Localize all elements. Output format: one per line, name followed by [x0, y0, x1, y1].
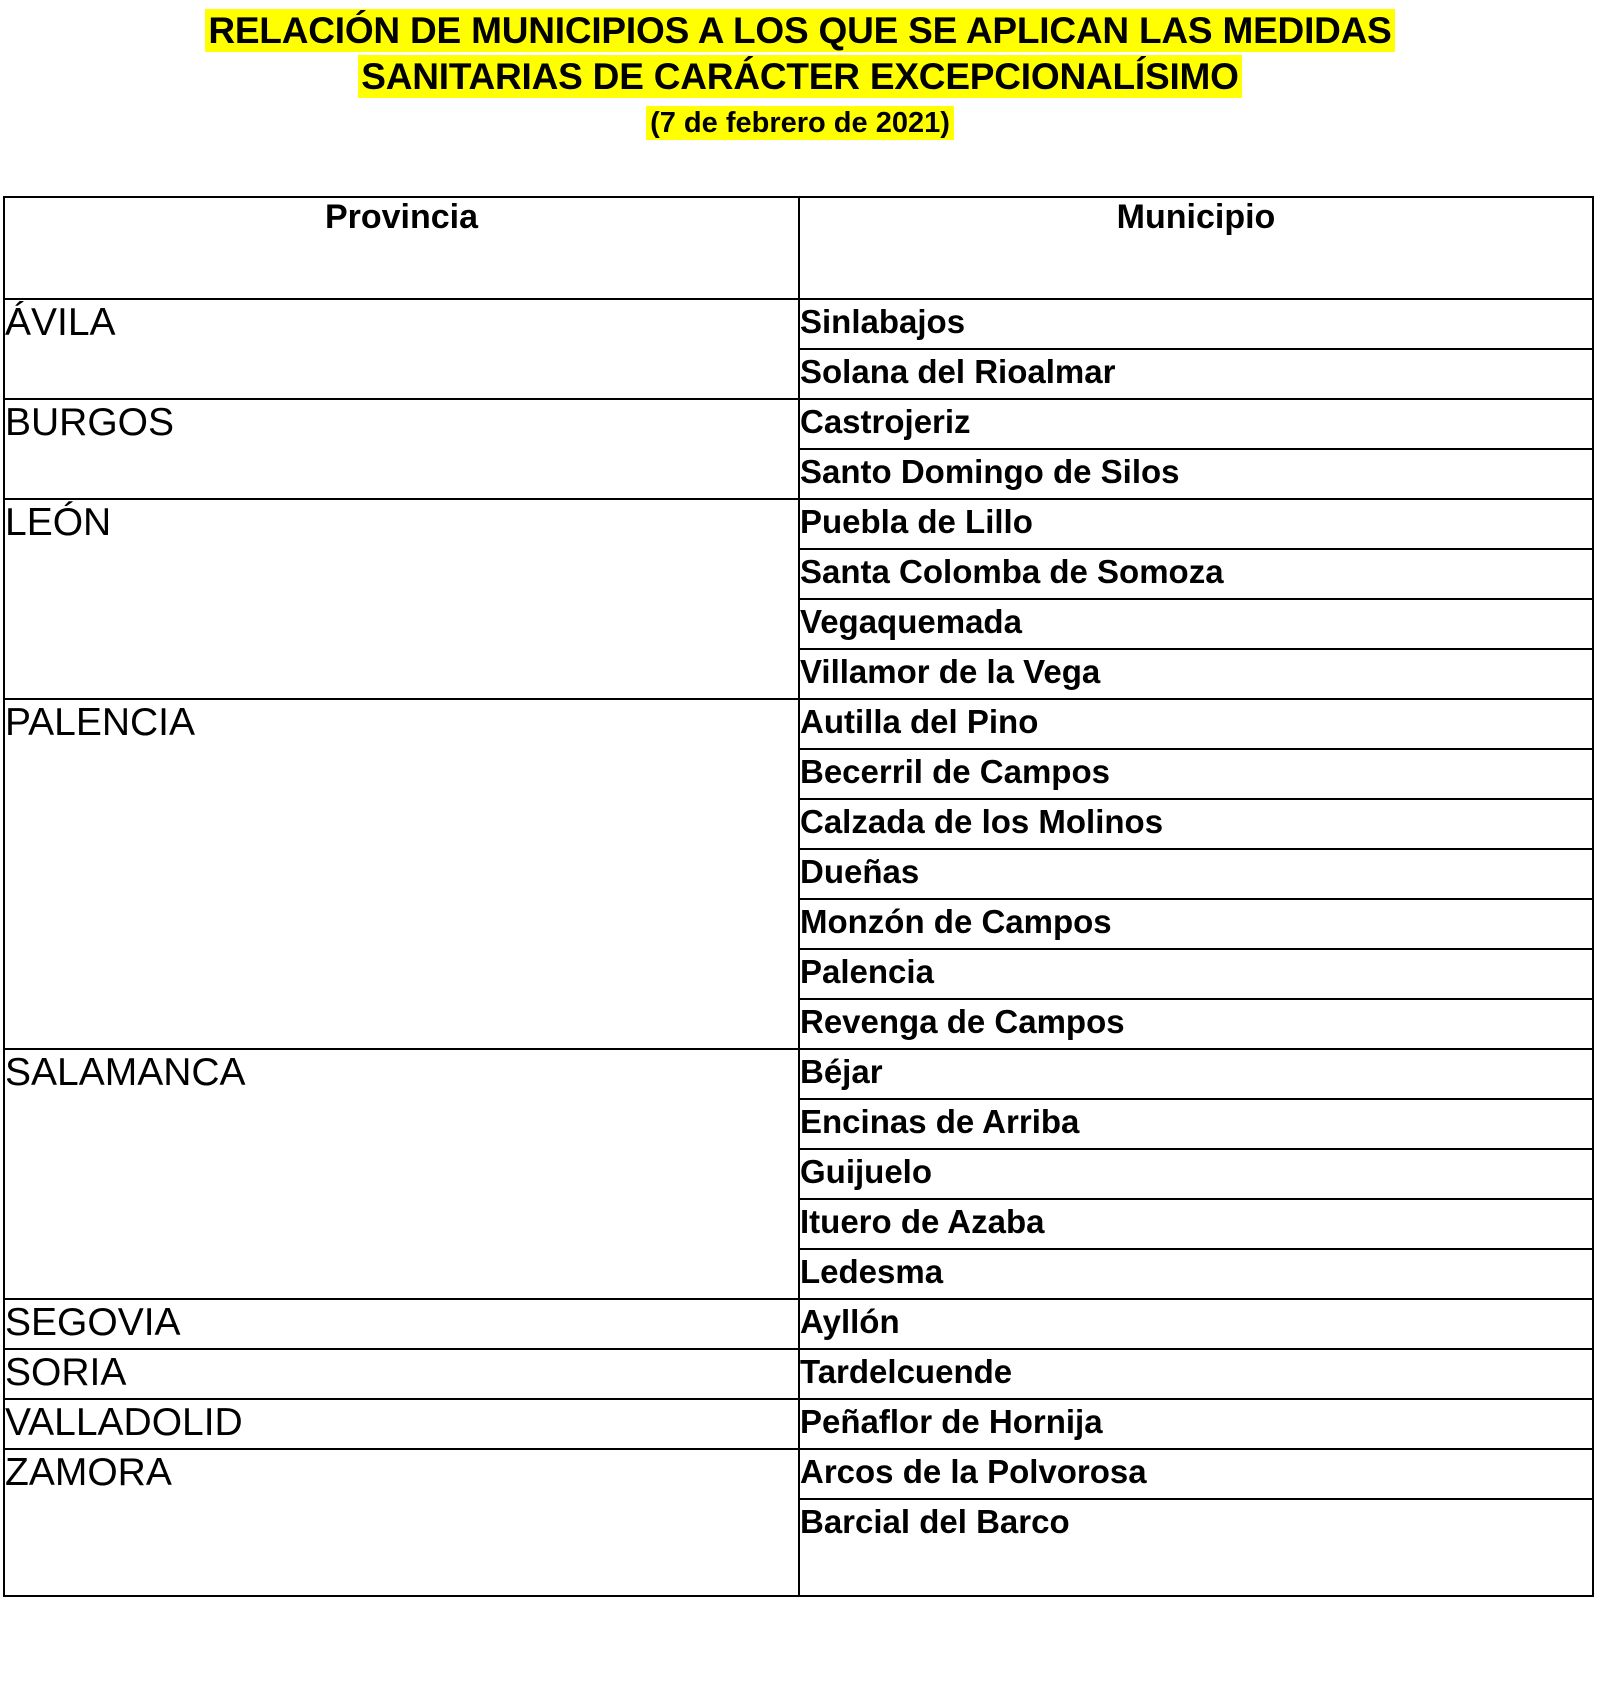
municipality-cell: Béjar	[799, 1049, 1593, 1099]
province-cell: SORIA	[4, 1349, 799, 1399]
municipality-cell: Encinas de Arriba	[799, 1099, 1593, 1149]
municipality-cell: Peñaflor de Hornija	[799, 1399, 1593, 1449]
column-header-provincia: Provincia	[4, 197, 799, 299]
title-line-2	[0, 54, 1600, 100]
title-line-2-text: SANITARIAS DE CARÁCTER EXCEPCIONALÍSIMO	[358, 55, 1242, 98]
table-row	[4, 1399, 1593, 1449]
table-row	[4, 1049, 1593, 1099]
municipality-cell: Autilla del Pino	[799, 699, 1593, 749]
province-cell: BURGOS	[4, 399, 799, 499]
municipality-cell: Villamor de la Vega	[799, 649, 1593, 699]
municipality-cell: Palencia	[799, 949, 1593, 999]
title-line-1-text: RELACIÓN DE MUNICIPIOS A LOS QUE SE APLICAN LAS MEDIDAS	[205, 9, 1394, 52]
province-cell: SALAMANCA	[4, 1049, 799, 1299]
municipality-cell: Castrojeriz	[799, 399, 1593, 449]
table-row	[4, 399, 1593, 449]
title-line-1	[0, 8, 1600, 54]
table-row	[4, 699, 1593, 749]
province-cell: LEÓN	[4, 499, 799, 699]
municipality-cell: Calzada de los Molinos	[799, 799, 1593, 849]
table-row	[4, 299, 1593, 349]
municipality-cell: Guijuelo	[799, 1149, 1593, 1199]
province-cell: SEGOVIA	[4, 1299, 799, 1349]
table-row	[4, 1449, 1593, 1499]
municipality-cell: Barcial del Barco	[799, 1499, 1593, 1596]
municipality-cell: Ituero de Azaba	[799, 1199, 1593, 1249]
municipality-cell: Santo Domingo de Silos	[799, 449, 1593, 499]
municipality-cell: Monzón de Campos	[799, 899, 1593, 949]
document-subtitle	[0, 104, 1600, 142]
municipality-cell: Santa Colomba de Somoza	[799, 549, 1593, 599]
municipality-cell: Revenga de Campos	[799, 999, 1593, 1049]
municipality-cell: Solana del Rioalmar	[799, 349, 1593, 399]
province-cell: ÁVILA	[4, 299, 799, 399]
municipality-cell: Tardelcuende	[799, 1349, 1593, 1399]
municipality-cell: Puebla de Lillo	[799, 499, 1593, 549]
municipality-cell: Dueñas	[799, 849, 1593, 899]
municipalities-table-wrapper	[3, 196, 1592, 1597]
table-body	[4, 299, 1593, 1596]
document-title-block	[0, 0, 1600, 190]
province-cell: VALLADOLID	[4, 1399, 799, 1449]
province-cell: ZAMORA	[4, 1449, 799, 1596]
province-cell: PALENCIA	[4, 699, 799, 1049]
municipality-cell: Ayllón	[799, 1299, 1593, 1349]
subtitle-text: (7 de febrero de 2021)	[646, 106, 954, 140]
table-row	[4, 1349, 1593, 1399]
municipality-cell: Arcos de la Polvorosa	[799, 1449, 1593, 1499]
table-header-row	[4, 197, 1593, 299]
municipality-cell: Ledesma	[799, 1249, 1593, 1299]
municipality-cell: Sinlabajos	[799, 299, 1593, 349]
municipality-cell: Vegaquemada	[799, 599, 1593, 649]
municipality-cell: Becerril de Campos	[799, 749, 1593, 799]
table-header	[4, 197, 1593, 299]
column-header-municipio: Municipio	[799, 197, 1593, 299]
table-row	[4, 499, 1593, 549]
table-row	[4, 1299, 1593, 1349]
municipalities-table	[3, 196, 1594, 1597]
